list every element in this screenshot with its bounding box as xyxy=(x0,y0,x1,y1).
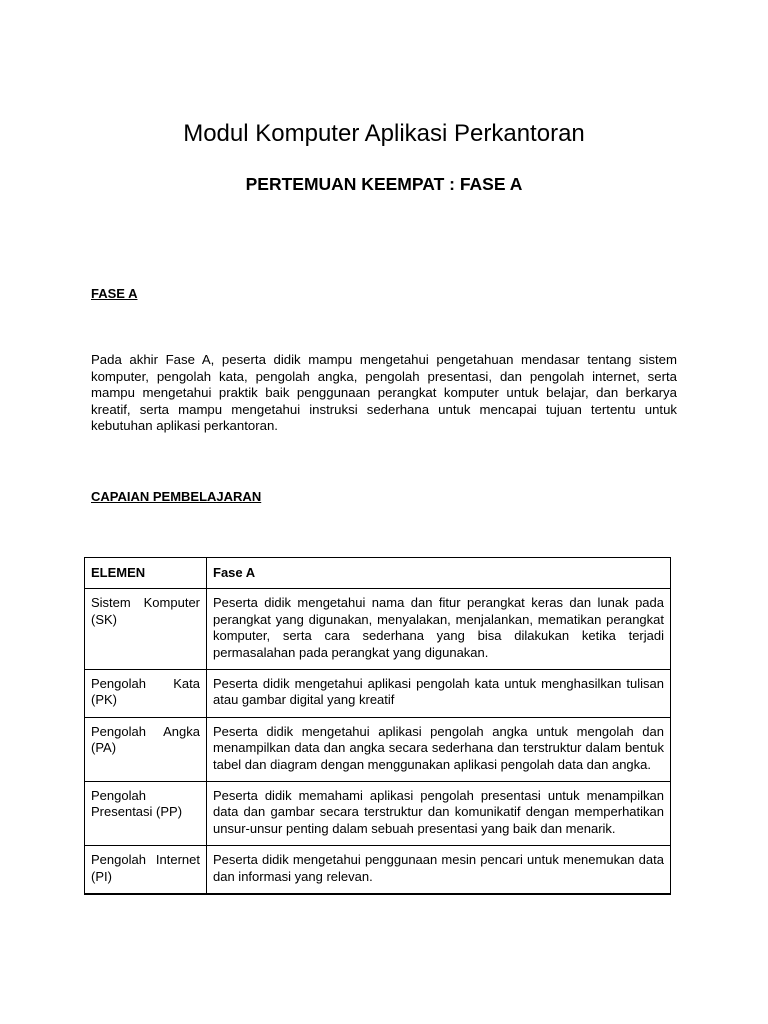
table-row xyxy=(85,782,671,846)
page-title: Modul Komputer Aplikasi Perkantoran xyxy=(183,120,585,147)
column-header-fase-a: Fase A xyxy=(207,558,671,589)
fase-a-cell: Peserta didik mengetahui aplikasi pengolah kata untuk menghasilkan tulisan atau gambar digital yang kreatif xyxy=(207,670,671,718)
table-row xyxy=(85,717,671,781)
elemen-cell: Pengolah Kata (PK) xyxy=(85,670,207,718)
section-heading-capaian-pembelajaran: CAPAIAN PEMBELAJARAN xyxy=(91,489,262,504)
capaian-pembelajaran-table xyxy=(84,557,671,895)
column-header-elemen: ELEMEN xyxy=(85,558,207,589)
page-subtitle: PERTEMUAN KEEMPAT : FASE A xyxy=(245,174,523,194)
elemen-cell: Sistem Komputer (SK) xyxy=(85,589,207,670)
intro-paragraph: Pada akhir Fase A, peserta didik mampu mengetahui pengetahuan mendasar tentang sistem komputer, pengolah kata, pengolah angka, pengolah presentasi, dan pengolah internet, serta mampu mengetahui praktik baik penggunaan perangkat komputer untuk belajar, dan berkarya kreatif, serta mampu mengetahui instruksi sederhana untuk mencapai tujuan tertentu untuk kebutuhan aplikasi perkantoran. xyxy=(91,352,677,434)
elemen-cell: Pengolah Presentasi (PP) xyxy=(85,782,207,846)
fase-a-cell: Peserta didik mengetahui nama dan fitur perangkat keras dan lunak pada perangkat yang digunakan, menyalakan, menjalankan, mematikan perangkat komputer, serta cara sederhana yang bisa dilakukan ketika terjadi permasalahan pada perangkat yang digunakan. xyxy=(207,589,671,670)
elemen-cell: Pengolah Internet (PI) xyxy=(85,846,207,894)
fase-a-cell: Peserta didik memahami aplikasi pengolah presentasi untuk menampilkan data dan gambar secara terstruktur dan komunikatif dengan memperhatikan unsur-unsur penting dalam sebuah presentasi yang baik dan menarik. xyxy=(207,782,671,846)
elemen-cell: Pengolah Angka (PA) xyxy=(85,717,207,781)
table-row xyxy=(85,589,671,670)
table-row xyxy=(85,846,671,894)
fase-a-cell: Peserta didik mengetahui aplikasi pengolah angka untuk mengolah dan menampilkan data dan angka secara sederhana dan terstruktur dalam bentuk tabel dan diagram dengan menggunakan aplikasi pengolah data dan angka. xyxy=(207,717,671,781)
table-row xyxy=(85,670,671,718)
table-header-row xyxy=(85,558,671,589)
section-heading-fase-a: FASE A xyxy=(91,286,138,301)
fase-a-cell: Peserta didik mengetahui penggunaan mesin pencari untuk menemukan data dan informasi yang relevan. xyxy=(207,846,671,894)
